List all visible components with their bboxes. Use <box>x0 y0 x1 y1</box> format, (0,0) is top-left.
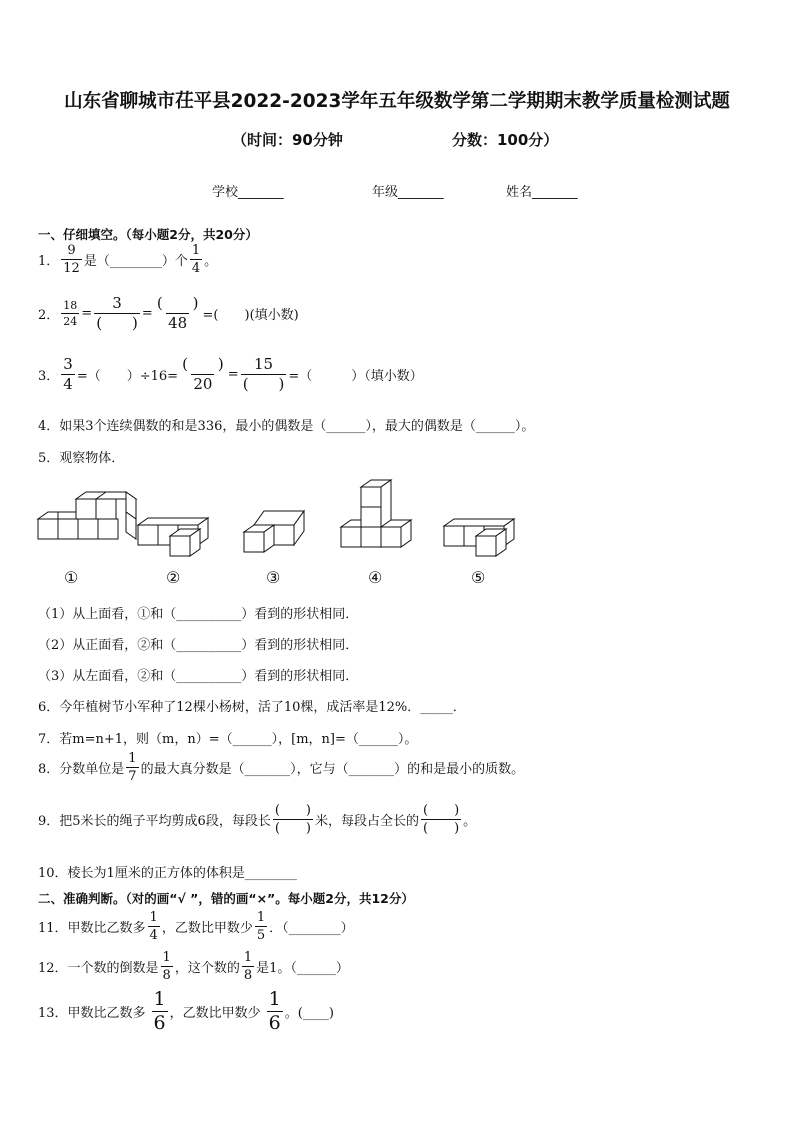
figure-1-cubes <box>38 492 136 539</box>
question-text: 9．把5米长的绳子平均剪成6段，每段长 <box>38 814 271 829</box>
question-text: 13．甲数比乙数多 <box>38 1006 146 1021</box>
section-2-heading: 二、准确判断。（对的画“√ ”，错的画“×”。每小题2分，共12分） <box>38 891 414 906</box>
question-11: 11．甲数比乙数多 $\frac{1}{4}$ ，乙数比甲数少 $\frac{1}{5}$ ．（________） <box>38 910 354 943</box>
page-title: 山东省聊城市茌平县2022-2023学年五年级数学第二学期期末教学质量检测试题 <box>64 91 730 112</box>
question-13: 13．甲数比乙数多 $\frac{1}{6}$ ，乙数比甲数少 $\frac{1}{6}$ 。(____) <box>38 988 334 1034</box>
question-number: 2． <box>38 308 60 323</box>
question-9: 9．把5米长的绳子平均剪成6段，每段长 $\frac{( )}{( )}$ 米，每段占全长的 $\frac{( )}{( )}$ 。 <box>38 803 477 836</box>
question-4: 4．如果3个连续偶数的和是336，最小的偶数是（______），最大的偶数是（______）。 <box>38 419 535 434</box>
fraction: $\frac{1}{7}$ <box>128 751 137 784</box>
question-10: 10．棱长为1厘米的正方体的体积是________ <box>38 866 297 881</box>
question-12: 12．一个数的倒数是 $\frac{1}{8}$ ，这个数的 $\frac{1}{8}$ 是1。（______） <box>38 950 349 983</box>
fraction: $\frac{1}{5}$ <box>256 910 266 943</box>
fraction: $\frac{18}{24}$ <box>63 299 78 328</box>
figure-label-3: ③ <box>266 568 281 587</box>
question-number: 3． <box>38 369 60 384</box>
fraction: $\frac{1}{6}$ <box>268 988 281 1034</box>
fraction: $\frac{( )}{20}$ <box>182 355 224 393</box>
question-text: 12．一个数的倒数是 <box>38 961 159 976</box>
section-1-heading: 一、仔细填空。（每小题2分，共20分） <box>38 227 258 242</box>
question-6: 6．今年植树节小军种了12棵小杨树，活了10棵，成活率是12%．_____． <box>38 700 466 715</box>
question-text: 11．甲数比乙数多 <box>38 921 146 936</box>
question-3: 3． $\frac{3}{4}$ =（ ）÷16= $\frac{( )}{20}$ = $\frac{15}{( )}$ =（ ）（填小数） <box>38 355 423 393</box>
fraction: $\frac{1}{4}$ <box>191 243 201 276</box>
fraction: $\frac{( )}{48}$ <box>156 294 199 332</box>
question-1: 1． $\frac{9}{12}$ 是（________）个 $\frac{1}{4}$ 。 <box>38 243 218 276</box>
fraction: $\frac{1}{8}$ <box>243 950 253 983</box>
question-5: 5．观察物体． <box>38 451 125 466</box>
question-2: 2． $\frac{18}{24}$ = $\frac{3}{( )}$ = $\frac{( )}{48}$ =( )(填小数) <box>38 294 299 332</box>
question-text: 米，每段占全长的 <box>314 814 419 829</box>
question-7: 7．若m=n+1，则（m，n）=（______），[m，n]=（______）。 <box>38 732 418 747</box>
fraction: $\frac{1}{8}$ <box>162 950 171 983</box>
exam-time: （时间：90分钟 <box>232 131 343 149</box>
question-text: ，乙数比甲数少 <box>161 921 253 936</box>
question-text: 8．分数单位是 <box>38 762 125 777</box>
question-text: =( )(填小数) <box>202 308 299 323</box>
question-5-3: （3）从左面看，②和（__________）看到的形状相同． <box>38 669 359 684</box>
fraction: $\frac{9}{12}$ <box>63 243 80 276</box>
question-8 <box>38 752 524 783</box>
question-text: ，乙数比甲数少 <box>169 1006 261 1021</box>
figure-5-cubes <box>444 519 514 556</box>
figure-label-2: ② <box>166 568 181 587</box>
question-number: 1． <box>38 254 60 269</box>
question-5-2: （2）从正面看，②和（__________）看到的形状相同． <box>38 638 359 653</box>
question-text: =（ ）÷16= <box>76 369 179 384</box>
exam-score: 分数：100分） <box>452 131 559 149</box>
figure-4-cubes <box>341 480 411 547</box>
fraction: $\frac{3}{( )}$ <box>96 294 138 332</box>
fraction: $\frac{3}{4}$ <box>63 355 73 393</box>
question-text: ，这个数的 <box>174 961 240 976</box>
question-text: 的最大真分数是（_______），它与（_______）的和是最小的质数。 <box>140 762 525 777</box>
fraction: $\frac{1}{6}$ <box>153 988 166 1034</box>
figure-2-cubes <box>138 518 208 556</box>
school-field[interactable]: 学校_______ <box>212 185 284 200</box>
figure-label-5: ⑤ <box>471 568 486 587</box>
fraction: $\frac{15}{( )}$ <box>242 355 285 393</box>
fraction: $\frac{( )}{( )}$ <box>274 803 311 836</box>
fraction: $\frac{1}{4}$ <box>149 910 158 943</box>
name-field[interactable]: 姓名_______ <box>506 185 578 200</box>
fraction: $\frac{( )}{( )}$ <box>423 803 460 836</box>
question-text: 是（________）个 <box>83 254 188 269</box>
figure-label-1: ① <box>64 568 79 587</box>
figure-3-cubes <box>244 511 304 552</box>
question-5-1: （1）从上面看，①和（__________）看到的形状相同． <box>38 607 359 622</box>
grade-field[interactable]: 年级_______ <box>372 185 444 200</box>
figure-label-4: ④ <box>368 568 383 587</box>
question-text: =（ ）（填小数） <box>288 369 423 384</box>
